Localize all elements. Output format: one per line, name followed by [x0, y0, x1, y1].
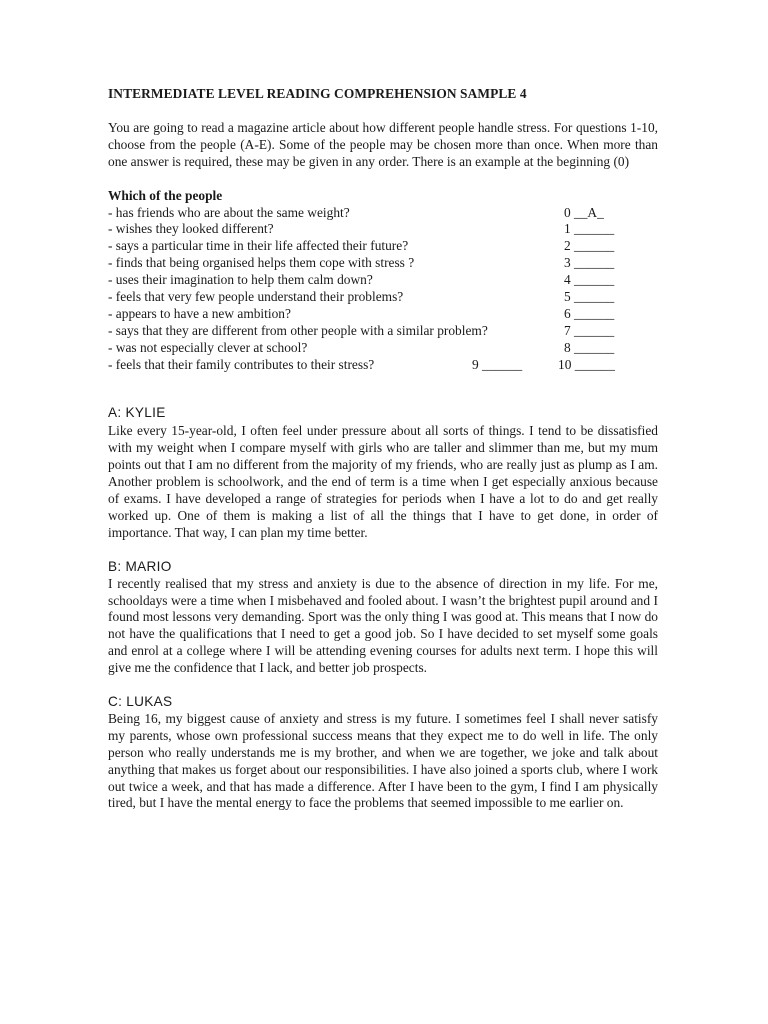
section-heading: C: LUKAS [108, 694, 173, 710]
question-text: - has friends who are about the same weight? [108, 204, 350, 220]
questions-heading: Which of the people [108, 187, 223, 203]
answer-blank: 5 ______ [564, 288, 615, 304]
answer-blank: 9 ______ [472, 356, 523, 372]
section-heading: A: KYLIE [108, 405, 166, 421]
answer-blank: 10 ______ [558, 356, 615, 372]
question-list [108, 205, 658, 374]
question-row [108, 340, 658, 357]
document-title: INTERMEDIATE LEVEL READING COMPREHENSION SAMPLE 4 [108, 86, 527, 101]
question-row [108, 238, 658, 255]
answer-blank: 7 ______ [564, 322, 615, 338]
answer-blank: 3 ______ [564, 255, 615, 271]
answer-blank: 8 ______ [564, 339, 615, 355]
instructions-paragraph: You are going to read a magazine article about how different people handle stress. For questions 1-10, choose from the people (A-E). Some of the people may be chosen more than once. When more than one answer is required, these may be given in any order. There is an example at the beginning (0) [108, 119, 658, 169]
question-text: - wishes they looked different? [108, 221, 274, 237]
question-row [108, 221, 658, 238]
answer-blank: 2 ______ [564, 238, 615, 254]
question-text: - says a particular time in their life affected their future? [108, 238, 409, 254]
answer-blank: 6 ______ [564, 305, 615, 321]
answer-blank: 0 __A_ [564, 204, 604, 220]
section-body: I recently realised that my stress and anxiety is due to the absence of direction in my life. For me, schooldays were a time when I misbehaved and fooled about. I wasn’t the brightest pupil around and I found most lessons very demanding. Sport was the only thing I was good at. This means that I now do not have the qualifications that I need to get a good job. So I have decided to set myself some goals and enrol at a college where I will be attending evening courses for adults next term. I hope this will give me the confidence that I lack, and better job prospects. [108, 575, 658, 676]
document-page [108, 86, 658, 829]
answer-blank: 4 ______ [564, 272, 615, 288]
section-mario [108, 559, 658, 677]
question-text: - finds that being organised helps them cope with stress ? [108, 255, 415, 271]
question-text: - feels that their family contributes to their stress? [108, 356, 375, 372]
section-kylie [108, 405, 658, 541]
section-body: Being 16, my biggest cause of anxiety and stress is my future. I sometimes feel I shall never satisfy my parents, whose own professional success means that they expect me to do well in life. The only person who really understands me is my brother, and when we are together, we joke and talk about anything that makes us forget about our responsibilities. I have also joined a sports club, where I work out twice a week, and that has made a difference. After I have been to the gym, I find I am physically tired, but I have the mental energy to face the problems that seemed impossible to me earlier on. [108, 710, 658, 811]
section-heading: B: MARIO [108, 558, 172, 574]
question-row [108, 289, 658, 306]
question-row [108, 205, 658, 222]
question-row [108, 306, 658, 323]
question-row [108, 357, 658, 374]
section-body: Like every 15-year-old, I often feel under pressure about all sorts of things. I tend to be dissatisfied with my weight when I compare myself with girls who are taller and slimmer than me, but my mum points out that I am no different from the majority of my friends, who are really just as plump as I am. Another problem is schoolwork, and the end of term is a time when I get especially anxious because of exams. I have developed a range of strategies for periods when I have a lot to do and get really worked up. One of them is making a list of all the things that I have to get done, in order of importance. That way, I can plan my time better. [108, 423, 658, 540]
question-text: - says that they are different from other people with a similar problem? [108, 322, 488, 338]
answer-blank: 1 ______ [564, 221, 615, 237]
section-lukas [108, 694, 658, 812]
question-text: - was not especially clever at school? [108, 339, 308, 355]
question-text: - uses their imagination to help them calm down? [108, 272, 373, 288]
question-text: - feels that very few people understand their problems? [108, 288, 404, 304]
question-row [108, 255, 658, 272]
question-row [108, 272, 658, 289]
question-row [108, 323, 658, 340]
question-text: - appears to have a new ambition? [108, 305, 291, 321]
